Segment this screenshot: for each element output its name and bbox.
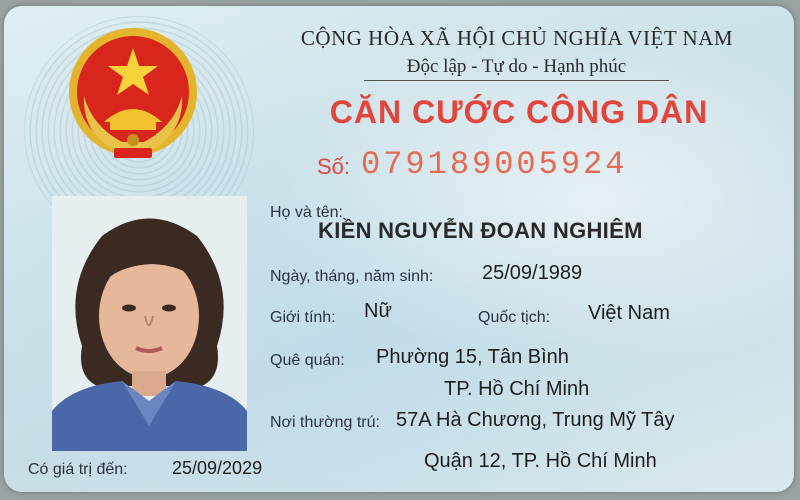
national-emblem-icon — [62, 26, 204, 166]
id-number-value: 079189005924 — [361, 146, 628, 183]
id-number-label: Số: — [317, 154, 351, 179]
residence-line1: 57A Hà Chương, Trung Mỹ Tây — [396, 409, 675, 431]
sex-value: Nữ — [364, 300, 392, 322]
residence-line2: Quận 12, TP. Hồ Chí Minh — [424, 450, 657, 472]
expiry-value: 25/09/2029 — [172, 458, 263, 478]
nationality-label: Quốc tịch: — [478, 309, 551, 326]
residence-label: Nơi thường trú: — [270, 414, 380, 431]
dob-value: 25/09/1989 — [482, 262, 583, 284]
nationality-value: Việt Nam — [588, 302, 670, 324]
hometown-line2: TP. Hồ Chí Minh — [444, 378, 590, 400]
portrait-photo — [52, 196, 247, 451]
id-card — [4, 6, 794, 492]
hometown-label: Quê quán: — [270, 352, 345, 369]
sex-label: Giới tính: — [270, 309, 336, 326]
card-title: CĂN CƯỚC CÔNG DÂN — [329, 94, 709, 130]
dob-label: Ngày, tháng, năm sinh: — [270, 268, 434, 285]
expiry-label: Có giá trị đến: — [28, 461, 128, 478]
hometown-line1: Phường 15, Tân Bình — [376, 346, 569, 368]
portrait-illustration — [52, 196, 247, 451]
name-value: KIỀN NGUYỄN ĐOAN NGHIÊM — [318, 218, 643, 243]
national-motto: Độc lập - Tự do - Hạnh phúc — [364, 56, 669, 81]
name-label: Họ và tên: — [270, 204, 343, 221]
country-name: CỘNG HÒA XÃ HỘI CHỦ NGHĨA VIỆT NAM — [300, 26, 734, 50]
